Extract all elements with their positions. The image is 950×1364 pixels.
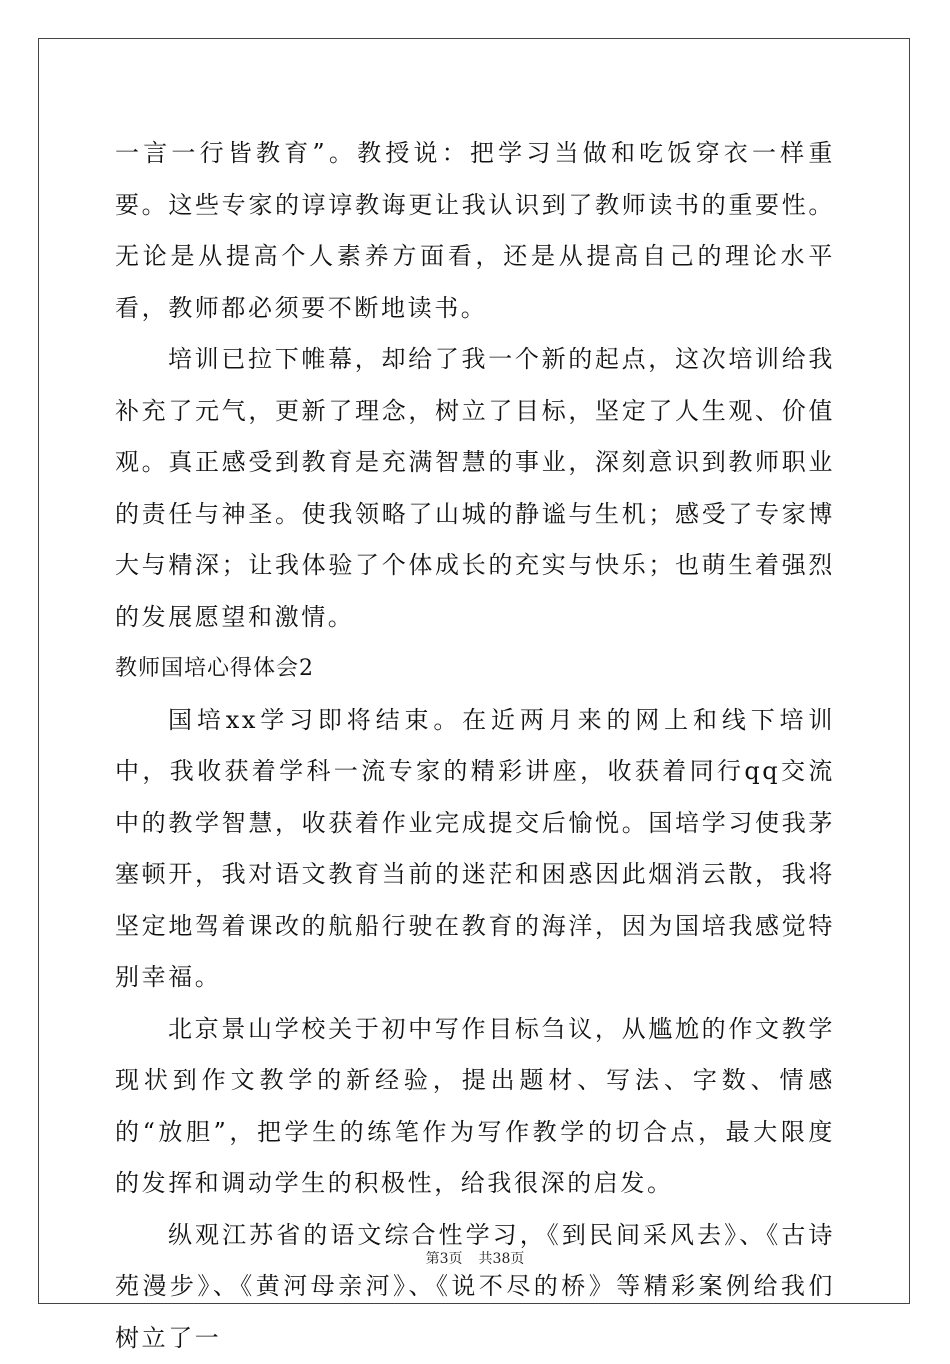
paragraph-4: 北京景山学校关于初中写作目标刍议，从尴尬的作文教学现状到作文教学的新经验，提出题材、写法、字数、情感的“放胆”，把学生的练笔作为写作教学的切合点，最大限度的发挥和调动学生的积极性，给我很深的启发。 [115,1004,835,1210]
section-heading: 教师国培心得体会2 [115,643,835,695]
paragraph-3: 国培xx学习即将结束。在近两月来的网上和线下培训中，我收获着学科一流专家的精彩讲座，收获着同行qq交流中的教学智慧，收获着作业完成提交后愉悦。国培学习使我茅塞顿开，我对语文教育当前的迷茫和困惑因此烟消云散，我将坚定地驾着课改的航船行驶在教育的海洋，因为国培我感觉特别幸福。 [115,695,835,1004]
page-number: 第3页 [426,1251,463,1267]
document-body [115,128,835,1364]
paragraph-1: 一言一行皆教育”。教授说：把学习当做和吃饭穿衣一样重要。这些专家的谆谆教诲更让我认识到了教师读书的重要性。无论是从提高个人素养方面看，还是从提高自己的理论水平看，教师都必须要不断地读书。 [115,128,835,334]
paragraph-2: 培训已拉下帷幕，却给了我一个新的起点，这次培训给我补充了元气，更新了理念，树立了目标，坚定了人生观、价值观。真正感受到教育是充满智慧的事业，深刻意识到教师职业的责任与神圣。使我领略了山城的静谧与生机；感受了专家博大与精深；让我体验了个体成长的充实与快乐；也萌生着强烈的发展愿望和激情。 [115,334,835,643]
page-footer [0,1248,950,1268]
page-total: 共38页 [479,1251,525,1267]
paragraph-5: 纵观江苏省的语文综合性学习，《到民间采风去》、《古诗苑漫步》、《黄河母亲河》、《说不尽的桥》等精彩案例给我们树立了一 [115,1210,835,1364]
